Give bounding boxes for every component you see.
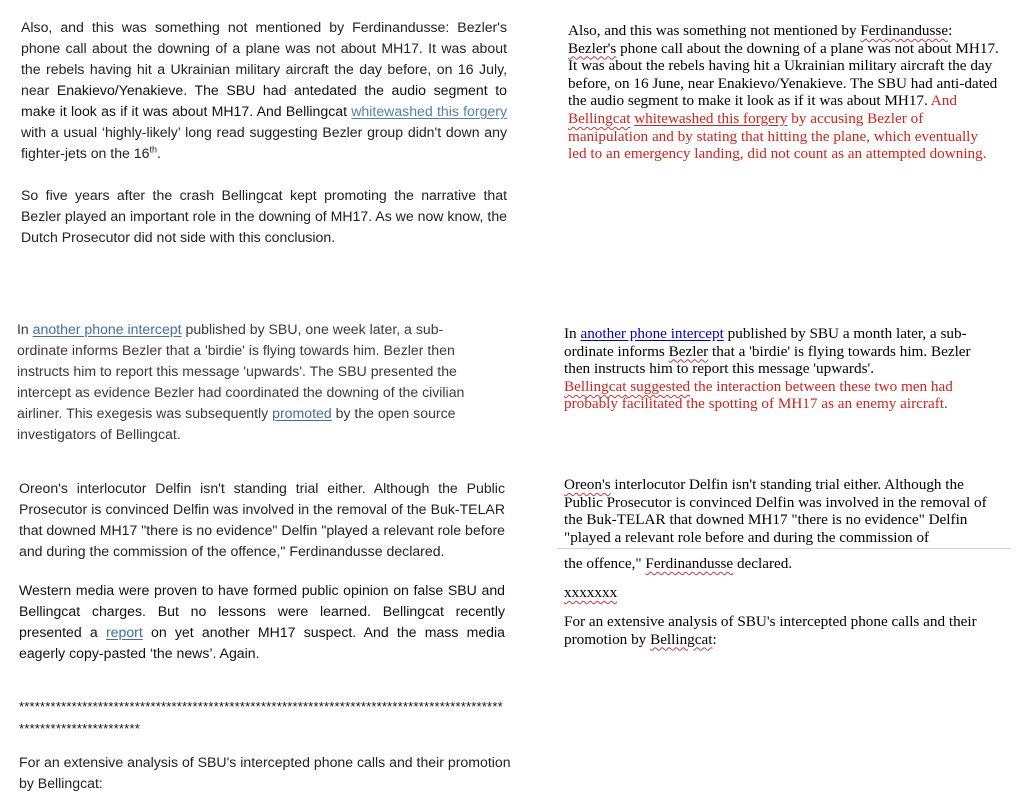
right-p4-text-a: the offence," <box>564 555 646 572</box>
inserted-text: the interaction between these two men had probably facilitated the spotting of MH17 as an enemy aircraft. <box>564 377 953 413</box>
spellcheck-word: xxxxxxx <box>564 584 618 601</box>
inserted-text: by accusing Bezler of manipulation and by stating that hitting the plane, which eventually led to an emergency landing, did not count as an attempted downing. <box>568 109 987 163</box>
right-paragraph-2 <box>564 325 996 413</box>
left-p1-text-a: Also, and this was something not mentioned by Ferdinandusse: Bezler's phone call about the downing of a plane was not about MH17. It was about the rebels having hit a Ukrainian military aircraft the day before, on 16 July, near <box>21 19 507 98</box>
right-p1-text-b: : <box>948 22 953 39</box>
right-paragraph-1 <box>568 22 1000 163</box>
right-p5-text-b: : <box>712 630 717 648</box>
whitewashed-forgery-link[interactable]: whitewashed this forgery <box>634 109 788 127</box>
right-paragraph-5 <box>564 613 996 648</box>
right-p1-text-c: phone call about the downing of a plane was not about MH17. It was about the rebels having hit a Ukrainian military aircraft the day before, on 16 June, near Enakievo/Yenakieve. The SBU had anti-dated the audio segment to make it look as if it was about MH17. <box>568 39 999 110</box>
right-p5-text-a: For an extensive analysis of SBU's intercepted phone calls and their promotion by <box>564 613 977 648</box>
page-break-line <box>557 548 1011 549</box>
left-p1-text-c: with a usual ‘highly-likely’ long read suggesting Bezler group didn't down any fighter-jets on the 16 <box>21 124 507 161</box>
spellcheck-word: Ferdinandusse <box>860 22 949 39</box>
spellcheck-word: Bellingcat suggested <box>564 377 691 395</box>
spellcheck-word: Bellingcat <box>650 630 713 648</box>
right-p2-text-b: published by SBU a month later, a sub-ordinate informs <box>564 325 967 360</box>
left-paragraph-2: So five years after the crash Bellingcat kept promoting the narrative that Bezler played an important role in the downing of MH17. As we now know, the Dutch Prosecutor did not side with this conclusion. <box>21 187 507 245</box>
report-link[interactable]: report <box>105 624 143 640</box>
left-paragraph-1 <box>21 17 507 164</box>
separator-stars: ******************************************************************************************************************* <box>19 699 503 736</box>
spellcheck-word: Oreon's <box>564 476 611 493</box>
left-p1-text-d: . <box>157 145 161 161</box>
another-phone-intercept-link[interactable]: another phone intercept <box>32 321 182 337</box>
spellcheck-word: Ferdinandusse <box>645 555 734 572</box>
left-p5-text-b: on yet another MH17 suspect. And the mass media eagerly copy-pasted ‘the news’. Again. <box>19 624 505 661</box>
another-phone-intercept-link[interactable]: another phone intercept <box>580 325 724 342</box>
left-p3-text-a: In <box>17 321 33 337</box>
right-paragraph-3 <box>564 476 996 546</box>
right-p2-text-a: In <box>564 325 581 342</box>
whitewashed-forgery-link[interactable]: whitewashed this forgery <box>351 103 508 119</box>
right-p2-text-c: that a 'birdie' is flying towards him. Bezler then instructs him to report this message 'upwards'. <box>564 342 971 378</box>
left-paragraph-4: Oreon's interlocutor Delfin isn't standing trial either. Although the Public Prosecutor is convinced Delfin was involved in the removal of the Buk-TELAR that downed MH17 "there is no evidence" Delfin "played a relevant role before and during the commission of the offence," Ferdinandusse declared. <box>19 480 505 559</box>
left-p1-text-b: Enakievo/Yenakieve. The SBU had antedated the audio segment to make it look as if it was about MH17. And Bellingcat <box>21 82 507 119</box>
right-placeholder-xxx <box>564 584 996 602</box>
spellcheck-word: Bezler's <box>568 39 617 57</box>
right-paragraph-4 <box>564 555 996 573</box>
inserted-text: And <box>927 92 957 110</box>
left-paragraph-6: For an extensive analysis of SBU's intercepted phone calls and their promotion by Bellingcat: <box>19 754 511 791</box>
spellcheck-word: Bellingcat <box>568 109 631 127</box>
left-p1-superscript: th <box>149 144 158 155</box>
left-p5-text-a: Western media were proven to have formed public opinion on false SBU and Bellingcat charges. But no lessons were learned. Bellingcat recently presented a <box>19 582 505 640</box>
spellcheck-word: Bezler <box>668 342 709 360</box>
promoted-link[interactable]: promoted <box>272 405 332 421</box>
right-p1-text-a: Also, and this was something not mentioned by <box>568 22 861 39</box>
left-p3-text-b: published by SBU, one week later, a sub-ordinate informs Bezler that a 'birdie' is flying towards him. Bezler then instructs him to report this message 'upwards'. The SBU presented the intercept as evidence Bezler had coordinated the downing of the civilian airliner. This exegesis was subsequently <box>17 321 465 421</box>
left-paragraph-3 <box>17 319 477 445</box>
left-paragraph-5 <box>19 580 505 664</box>
right-p4-text-b: declared. <box>733 555 793 572</box>
left-p3-text-c: by the open source investigators of Bellingcat. <box>17 405 456 442</box>
right-p3-text-a: interlocutor Delfin isn't standing trial either. Although the Public Prosecutor is convinced Delfin was involved in the removal of the Buk-TELAR that downed MH17 "there is no evidence" Delfin "played a relevant role before and during the commission of <box>564 476 987 546</box>
